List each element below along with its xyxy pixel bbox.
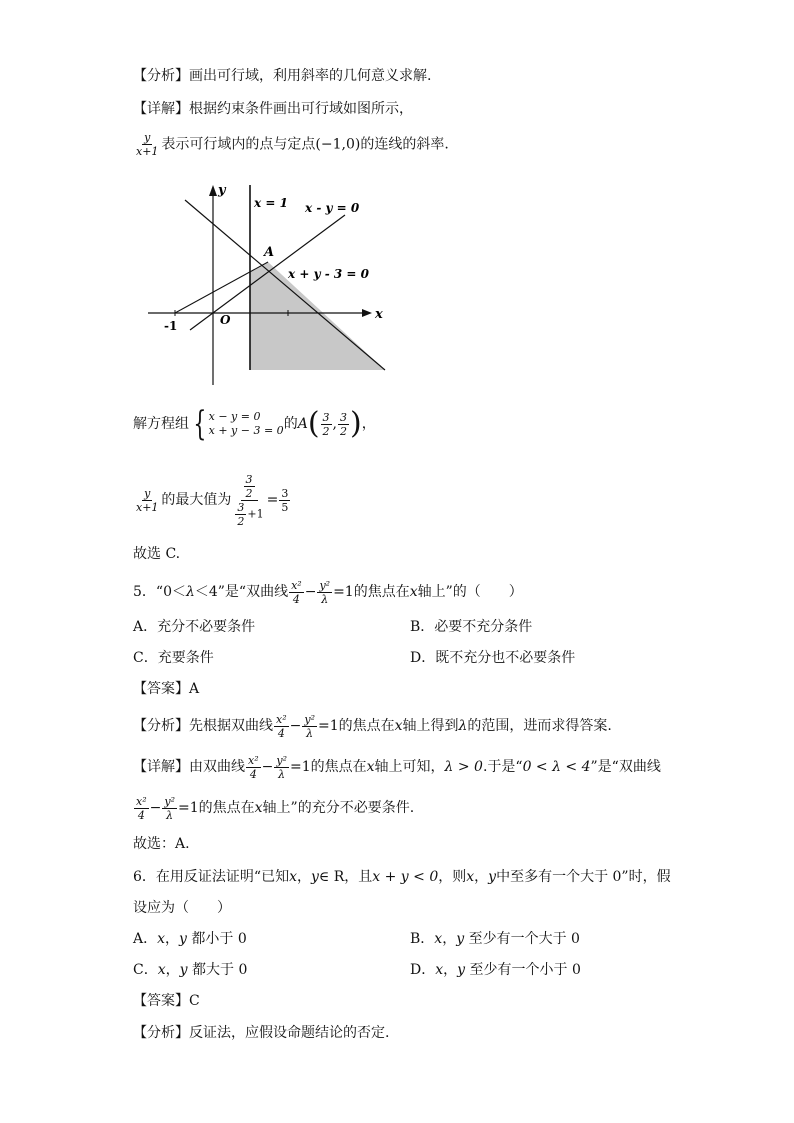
point-a: A (297, 416, 308, 432)
question-6-stem-line-2: 设应为（ ） (133, 900, 231, 916)
frac-y2-lambda: $\frac{\text{y²}}{\lambda}$ (319, 578, 331, 606)
y-axis-arrow (209, 185, 217, 196)
line-xy3-label: x + y - 3 = 0 (288, 267, 369, 281)
max-value-paragraph (133, 465, 291, 535)
conclusion-c: 故选 C. (133, 546, 181, 562)
analysis-text: 画出可行域，利用斜率的几何意义求解. (189, 68, 432, 84)
point-a-label: A (264, 245, 275, 260)
feasible-region-graph (140, 180, 390, 390)
q5-analysis: 【分析】先根据双曲线 $\frac{\text{x²}}{4}$ − $\frac{\text{y²}}{\lambda}$ =1的焦点在x轴上得到λ的范围，进而求得答案. (133, 712, 612, 740)
axis-y-label: y (218, 183, 226, 198)
q5-conclusion: 故选：A. (133, 836, 190, 852)
max-value-text: 的最大值为 (161, 492, 232, 508)
q5-detail-line-2: $\frac{\text{x²}}{4}$ − $\frac{\text{y²}}{\lambda}$ =1的焦点在x轴上”的充分不必要条件. (136, 794, 415, 822)
slope-text-a: 表示可行域内的点与定点 (161, 136, 316, 153)
detail-label: 【详解】 (133, 101, 189, 117)
question-6-stem-line-1: 6．在用反证法证明“已知x，y∈ R，且x + y < 0，则x，y中至多有一个大于 0”时，假 (133, 869, 671, 885)
line-x1-label: x = 1 (254, 196, 288, 210)
solve-text-a: 解方程组 (133, 416, 189, 432)
equals-sign: = (266, 492, 279, 508)
detail-text: 根据约束条件画出可行域如图所示， (189, 101, 413, 117)
origin-label: O (220, 313, 231, 327)
q5-option-a[interactable]: A．充分不必要条件 (133, 619, 256, 635)
analysis-label: 【分析】 (133, 68, 189, 84)
slope-meaning-paragraph (133, 131, 449, 158)
equation-system: x − y = 0 x + y − 3 = 0 (208, 410, 284, 437)
q5-option-b[interactable]: B．必要不充分条件 (410, 619, 533, 635)
solve-comma: ， (361, 416, 376, 432)
q6-answer: 【答案】C (133, 993, 200, 1009)
q5-detail-line-1: 【详解】由双曲线 $\frac{\text{x²}}{4}$ − $\frac{\text{y²}}{\lambda}$ =1的焦点在x轴上可知，λ > 0.于是“0 < λ < 4”是“双曲线 (133, 753, 661, 781)
solve-system-paragraph: 解方程组 { x − y = 0 x + y − 3 = 0 的A( $\frac{3}{2}$ , $\frac{3}{2}$ )， (133, 404, 376, 444)
solve-text-b: 的 (283, 416, 298, 432)
q6-analysis: 【分析】反证法，应假设命题结论的否定. (133, 1025, 390, 1041)
q6-option-d[interactable]: D．x，y 至少有一个小于 0 (410, 962, 581, 978)
x-axis-arrow (362, 309, 372, 317)
q6-option-c[interactable]: C．x，y 都大于 0 (133, 962, 248, 978)
fraction-y-over-x-plus-1-b: $\frac{y}{x+1}$ (136, 486, 159, 514)
minus-one-label: -1 (164, 319, 178, 333)
coord-y: $\frac{3}{2}$ (339, 410, 347, 438)
detail-paragraph-1 (133, 99, 413, 119)
q6-option-b[interactable]: B．x，y 至少有一个大于 0 (410, 931, 580, 947)
axis-x-label: x (375, 307, 383, 322)
q6-option-a[interactable]: A．x，y 都小于 0 (133, 931, 247, 947)
q5-answer: 【答案】A (133, 681, 200, 697)
analysis-paragraph-1 (133, 66, 431, 86)
left-brace: { (193, 404, 207, 444)
q5-option-d[interactable]: D．既不充分也不必要条件 (410, 650, 576, 666)
fraction-y-over-x-plus-1: $\frac{y}{x+1}$ (136, 131, 159, 158)
result-fraction: $\frac{3}{5}$ (281, 486, 289, 514)
big-fraction: $\frac{3}{2}$ $\frac{3}{2}$ +1 (237, 472, 264, 528)
fixed-point: (−1,0) (315, 136, 361, 153)
coord-x: $\frac{3}{2}$ (322, 410, 330, 438)
slope-text-b: 的连线的斜率. (360, 136, 449, 153)
line-xy0-label: x - y = 0 (305, 201, 360, 215)
q5-option-c[interactable]: C．充要条件 (133, 650, 214, 666)
frac-x2-4: $\frac{\text{x²}}{4}$ (291, 578, 302, 606)
question-5-stem: 5．“0＜λ＜4”是“双曲线 $\frac{\text{x²}}{4}$ − $\frac{\text{y²}}{\lambda}$ =1的焦点在x轴上”的（ ） (133, 578, 523, 606)
